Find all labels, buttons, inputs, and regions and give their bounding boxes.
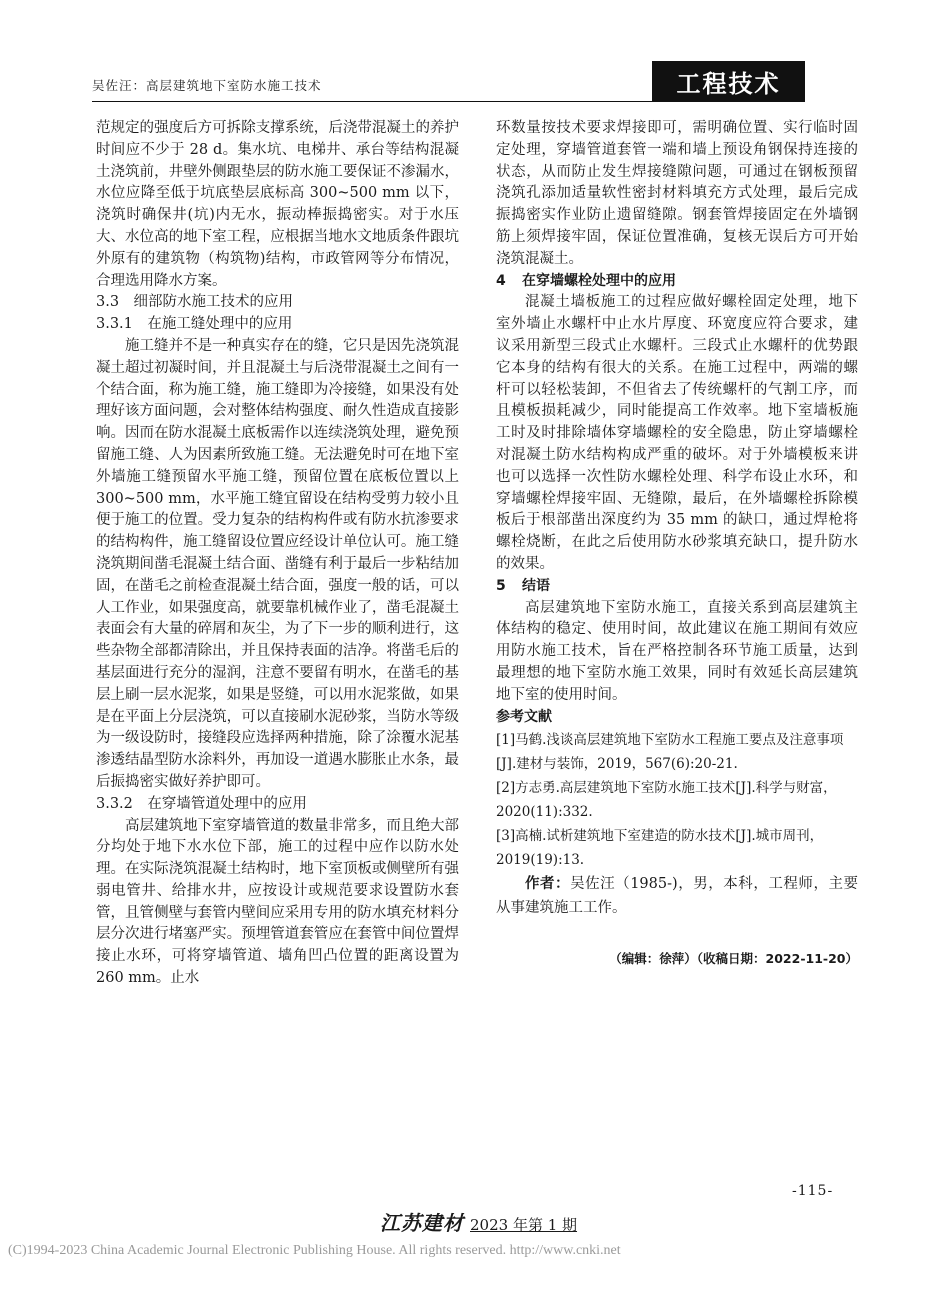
reference-item: [1]马鹤.浅谈高层建筑地下室防水工程施工要点及注意事项[J].建材与装饰，2019，567(6):20-21.: [496, 732, 844, 773]
author-label: 作者：: [525, 876, 571, 893]
section-badge: 工程技术: [652, 61, 805, 101]
magazine-logo: 江苏建材: [380, 1211, 464, 1235]
reference-item: [3]高楠.试析建筑地下室建造的防水技术[J].城市周刊，2019(19):13.: [496, 828, 824, 869]
section-heading: [496, 271, 858, 293]
journal-issue: [380, 1207, 577, 1236]
editor-note: （编辑：徐萍）（收稿日期：2022-11-20）: [609, 951, 858, 967]
author-text: 吴佐汪（1985-)，男，本科，工程师，主要从事建筑施工工作。: [496, 876, 858, 917]
subsection-heading: 3.3.2 在穿墙管道处理中的应用: [96, 795, 307, 812]
paragraph: 范规定的强度后方可拆除支撑系统，后浇带混凝土的养护时间应不少于 28 d。集水坑、电梯井、承台等结构混凝土浇筑前，井壁外侧跟垫层的防水施工要保证不渗漏水，水位应降至低于坑底垫层底标高 300~500 mm 以下，浇筑时确保井(坑)内无水，振动棒振捣密实。对于水压大、水位高的地下室工程，应根据当地水文地质条件跟坑外原有的建筑物（构筑物)结构，市政管网等分布情况，合理选用降水方案。: [96, 120, 459, 289]
page-number: -115-: [792, 1183, 834, 1199]
paragraph: 高层建筑地下室防水施工，直接关系到高层建筑主体结构的稳定、使用时间，故此建议在施工期间有效应用防水施工技术，旨在严格控制各环节施工质量，达到最理想的地下室防水施工效果，同时有效延长高层建筑地下室的使用时间。: [496, 599, 858, 703]
reference-item: [2]方志勇.高层建筑地下室防水施工技术[J].科学与财富，2020(11):332.: [496, 780, 837, 821]
section-title: 结语: [522, 577, 550, 594]
section-title: 在穿墙螺栓处理中的应用: [522, 272, 676, 289]
paragraph: 施工缝并不是一种真实存在的缝，它只是因先浇筑混凝土超过初凝时间，并且混凝土与后浇带混凝土之间有一个结合面，称为施工缝，施工缝即为冷接缝，如果没有处理好该方面问题，会对整体结构强度、耐久性造成直接影响。因而在防水混凝土底板需作以连续浇筑处理，避免预留施工缝、人为因素所致施工缝。无法避免时可在地下室外墙施工缝预留水平施工缝，预留位置在底板位置以上 300~500 mm，水平施工缝宜留设在结构受剪力较小且便于施工的位置。受力复杂的结构构件或有防水抗渗要求的结构构件，施工缝留设位置应经设计单位认可。施工缝浇筑期间凿毛混凝土结合面、凿缝有利于最后一步粘结加固，在凿毛之前检查混凝土结合面，强度一般的话，可以人工作业，如果强度高，就要靠机械作业了，凿毛混凝土表面会有大量的碎屑和灰尘，为了下一步的顺利进行，这些杂物全部都清除出，并且保持表面的洁净。将凿毛后的基层面进行充分的湿润，注意不要留有明水，在凿毛的基层上刷一层水泥浆，如果是竖缝，可以用水泥浆做，如果是在平面上分层浇筑，可以直接刷水泥砂浆，当防水等级为一级设防时，接缝段应选择两种措施，除了涂覆水泥基渗透结晶型防水涂料外，再加设一道遇水膨胀止水条，最后振捣密实做好养护即可。: [96, 337, 459, 790]
author-note: [496, 872, 858, 920]
section-heading: [496, 576, 858, 598]
paragraph: 高层建筑地下室穿墙管道的数量非常多，而且绝大部分均处于地下水水位下部，施工的过程中应作以防水处理。在实际浇筑混凝土结构时，地下室顶板或侧壁所有强弱电管井、给排水井，应按设计或规范要求设置防水套管，且管侧壁与套管内壁间应采用专用的防水填充材料分层分次进行堵塞严实。预埋管道套管应在套管中间位置焊接止水环，可将穿墙管道、墙角凹凸位置的距离设置为 260 mm。止水: [96, 817, 459, 987]
issue-label: 2023 年第 1 期: [470, 1216, 578, 1234]
paragraph: 环数量按技术要求焊接即可，需明确位置、实行临时固定处理，穿墙管道套管一端和墙上预设角钢保持连接的状态，从而防止发生焊接缝隙问题，可通过在钢板预留浇筑孔添加适量软性密封材料填充方式处理，最后完成振捣密实作业防止遗留缝隙。钢套管焊接固定在外墙钢筋上须焊接牢固，保证位置准确，复核无误后方可开始浇筑混凝土。: [496, 120, 858, 267]
running-title: 吴佐汪：高层建筑地下室防水施工技术: [92, 78, 322, 93]
paragraph: 混凝土墙板施工的过程应做好螺栓固定处理，地下室外墙止水螺杆中止水片厚度、环宽度应符合要求，建议采用新型三段式止水螺杆。三段式止水螺杆的优势跟它本身的结构有很大的关系。在施工过程中，两端的螺杆可以轻松装卸，不但省去了传统螺杆的气割工序，而且模板损耗减少，同时能提高工作效率。地下室墙板施工时及时排除墙体穿墙螺栓的安全隐患，防止穿墙螺栓对混凝土防水结构构成严重的破坏。对于外墙模板来讲也可以选择一次性防水螺栓处理、科学布设止水环，和穿墙螺栓焊接牢固、无缝隙，最后，在外墙螺栓拆除模板后于根部凿出深度约为 35 mm 的缺口，通过焊枪将螺栓烧断，在此之后使用防水砂浆填充缺口，提升防水的效果。: [496, 294, 858, 572]
section-number: 5: [496, 577, 506, 594]
header-divider: [92, 101, 805, 102]
section-number: 4: [496, 272, 506, 289]
section-heading: 3.3 细部防水施工技术的应用: [96, 294, 294, 311]
left-column: [96, 118, 459, 990]
subsection-heading: 3.3.1 在施工缝处理中的应用: [96, 316, 293, 333]
right-column: [496, 118, 858, 970]
references-heading: 参考文献: [496, 708, 552, 725]
copyright-line: (C)1994-2023 China Academic Journal Electronic Publishing House. All rights reserved. http://www.cnki.net: [8, 1243, 621, 1258]
